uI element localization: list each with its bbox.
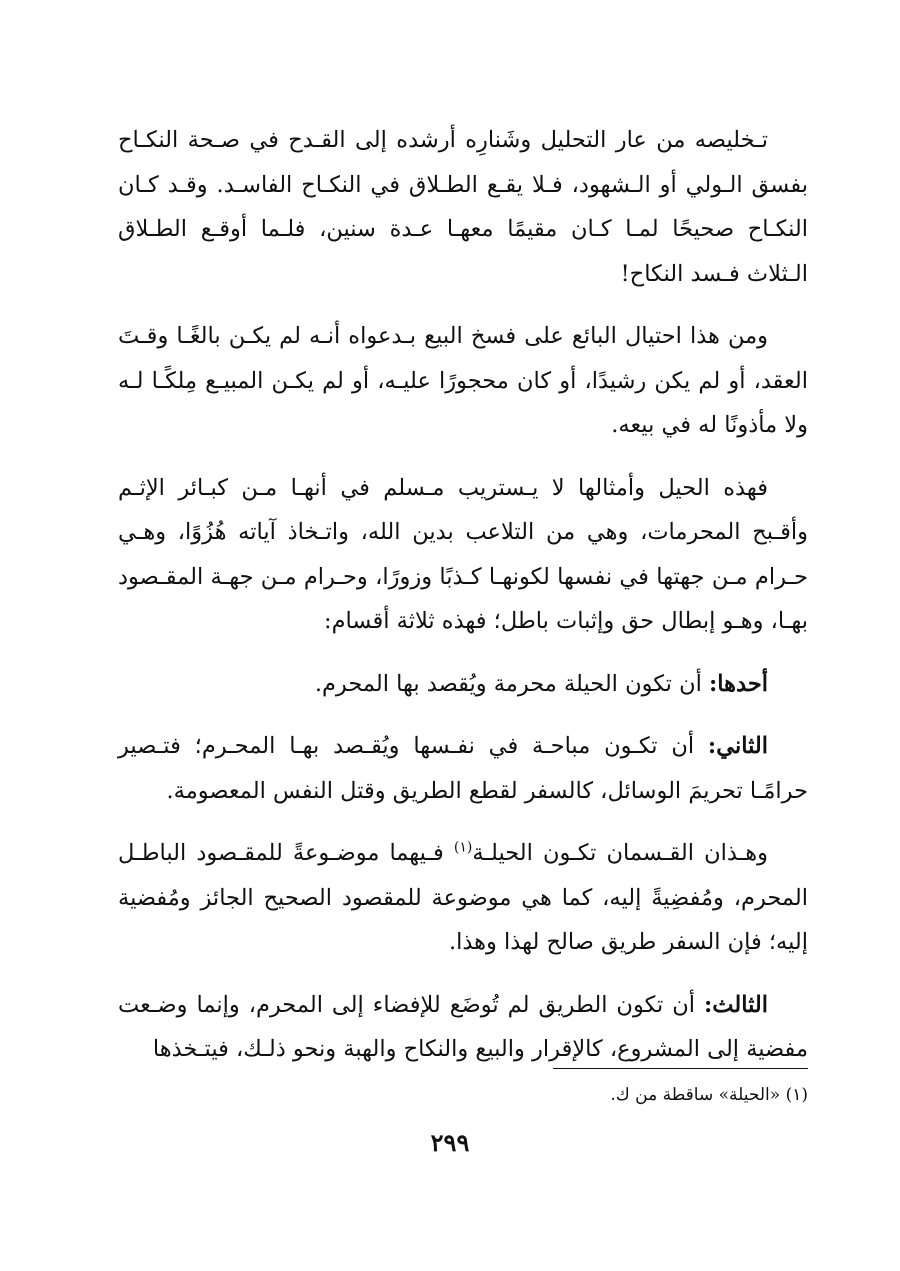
- paragraph-text: أن تكـون مباحـة في نفـسها ويُقـصد بهـا المحـرم؛ فتـصير حرامًـا تحريمَ الوسائل، كالسفر لقطع الطريق وقتل النفس المعصومة.: [118, 733, 808, 804]
- paragraph-text: ومن هذا احتيال البائع على فسخ البيع بـدعواه أنـه لم يكـن بالغًـا وقـتَ العقد، أو لم يكن رشيدًا، أو كان محجورًا عليـه، أو لم يكـن المبيـع مِلكًـا لـه ولا مأذونًا له في بيعه.: [118, 323, 808, 438]
- page-number: ٢٩٩: [430, 1128, 470, 1157]
- paragraph-lead: الثالث:: [703, 991, 768, 1018]
- footnote: [118, 1080, 808, 1110]
- paragraph-second-type: [118, 724, 808, 813]
- main-text: [118, 118, 808, 1090]
- paragraph-with-footnote: [118, 831, 808, 965]
- footnote-reference[interactable]: (١): [453, 839, 473, 856]
- footnote-number: (١): [785, 1085, 808, 1105]
- paragraph-lead: أحدها:: [709, 670, 768, 697]
- paragraph-text: أن تكون الحيلة محرمة ويُقصد بها المحرم.: [314, 670, 709, 697]
- paragraph-text: فـيهما موضـوعةً للمقـصود الباطـل المحرم، ومُفضِيةً إليه، كما هي موضوعة للمقصود الصحيح الجائز ومُفضية إليه؛ فإن السفر طريق صالح لهذا وهذا.: [118, 840, 808, 955]
- footnote-separator: [553, 1068, 808, 1069]
- paragraph-text: وهـذان القـسمان تكـون الحيلـة: [472, 840, 769, 866]
- paragraph-text: تـخليصه من عار التحليل وشَنارِه أرشده إلى القـدح في صـحة النكـاح بفسق الـولي أو الـشهود، فـلا يقـع الطـلاق في النكـاح الفاسـد. وقـد كـان النكـاح صحيحًا لمـا كـان مقيمًا معهـا عـدة سنين، فلـما أوقـع الطـلاق الـثلاث فـسد النكاح!: [118, 127, 808, 287]
- paragraph-1: [118, 118, 808, 296]
- paragraph-text: فهذه الحيل وأمثالها لا يـستريب مـسلم في أنهـا مـن كبـائر الإثـم وأقـبح المحرمات، وهي من التلاعب بدين الله، واتـخاذ آياته هُزُوًا، وهـي حـرام مـن جهتها في نفسها لكونهـا كـذبًا وزورًا، وحـرام مـن جهـة المقـصود بهـا، وهـو إبطال حق وإثبات باطل؛ فهذه ثلاثة أقسام:: [118, 474, 808, 634]
- paragraph-lead: الثاني:: [707, 733, 768, 759]
- paragraph-text: أن تكون الطريق لم تُوضَع للإفضاء إلى المحرم، وإنما وضـعت مفضية إلى المشروع، كالإقرار والبيع والنكاح والهبة ونحو ذلـك، فيتـخذها: [118, 991, 808, 1062]
- paragraph-first-type: [118, 662, 808, 707]
- paragraph-third-type: [118, 983, 808, 1072]
- footnote-text: «الحيلة» ساقطة من ك.: [610, 1085, 781, 1105]
- paragraph-3: [118, 466, 808, 644]
- paragraph-2: [118, 314, 808, 448]
